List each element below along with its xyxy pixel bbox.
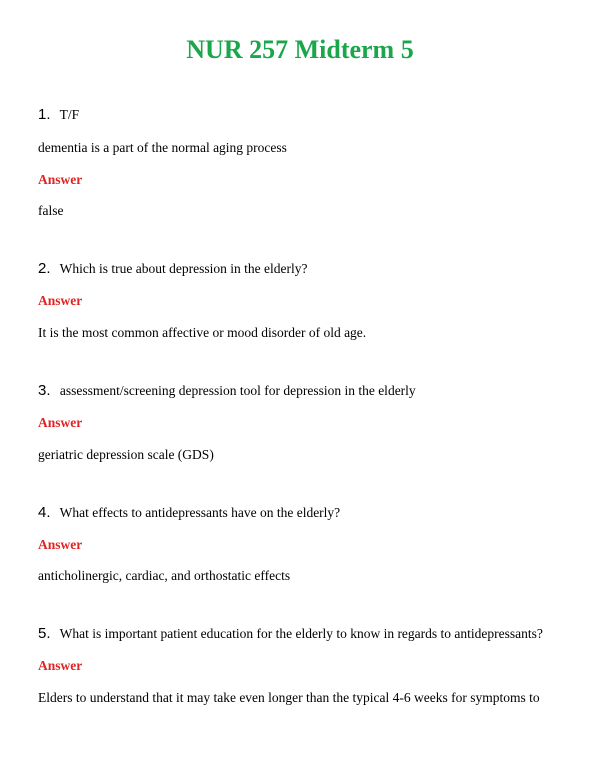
answer-label: Answer bbox=[38, 172, 83, 187]
question-prompt: assessment/screening depression tool for depression in the elderly bbox=[59, 383, 416, 398]
page-title: NUR 257 Midterm 5 bbox=[186, 35, 414, 64]
answer-1: false bbox=[38, 203, 64, 218]
question-prompt: What is important patient education for the elderly to know in regards to antidepressants? bbox=[59, 626, 543, 641]
answer-4: anticholinergic, cardiac, and orthostatic effects bbox=[38, 568, 291, 583]
answer-3: geriatric depression scale (GDS) bbox=[38, 447, 214, 462]
question-1-statement: dementia is a part of the normal aging process bbox=[38, 140, 287, 155]
question-number: 5. bbox=[38, 625, 51, 642]
answer-label: Answer bbox=[38, 658, 83, 673]
question-prompt: T/F bbox=[59, 107, 80, 122]
answer-label: Answer bbox=[38, 537, 83, 552]
question-1 bbox=[38, 106, 79, 124]
question-number: 4. bbox=[38, 504, 51, 521]
question-4 bbox=[38, 504, 340, 522]
question-prompt: What effects to antidepressants have on the elderly? bbox=[59, 505, 341, 520]
question-number: 3. bbox=[38, 382, 51, 399]
answer-label: Answer bbox=[38, 293, 83, 308]
question-5 bbox=[38, 625, 543, 643]
answer-2: It is the most common affective or mood disorder of old age. bbox=[38, 325, 367, 340]
question-number: 2. bbox=[38, 260, 51, 277]
question-2 bbox=[38, 260, 307, 278]
question-prompt: Which is true about depression in the elderly? bbox=[59, 261, 308, 276]
question-number: 1. bbox=[38, 106, 51, 123]
answer-5: Elders to understand that it may take even longer than the typical 4-6 weeks for symptoms to bbox=[38, 690, 540, 705]
question-3 bbox=[38, 382, 416, 400]
answer-label: Answer bbox=[38, 415, 83, 430]
